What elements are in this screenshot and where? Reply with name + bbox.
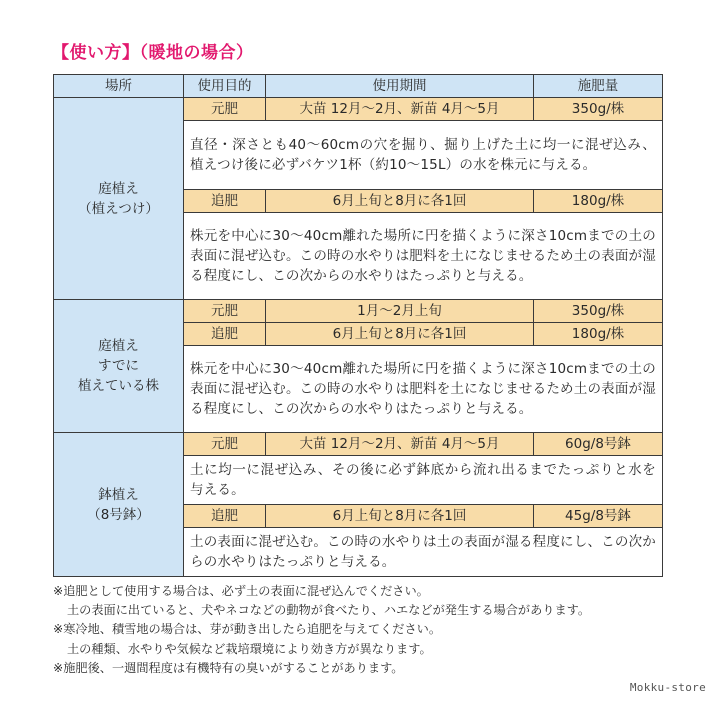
page-title: [52, 38, 254, 63]
description-cell: 直径・深さとも40〜60cmの穴を掘り、掘り上げた土に均一に混ぜ込み、植えつけ後に必ずバケツ1杯（約10〜15L）の水を株元に与える。: [184, 121, 663, 190]
period-cell: 6月上旬と8月に各1回: [266, 323, 534, 346]
description-cell: 土の表面に混ぜ込む。この時の水やりは土の表面が湿る程度にし、この次からの水やりはたっぷりと与える。: [184, 528, 663, 577]
place-name: 庭植え: [98, 180, 139, 197]
header-place: 場所: [54, 75, 184, 98]
table-row: [54, 98, 663, 121]
amount-cell: 45g/8号鉢: [534, 505, 663, 528]
place-name: 鉢植え: [98, 486, 139, 503]
purpose-cell: 追肥: [184, 323, 266, 346]
note-line: ※寒冷地、積雪地の場合は、芽が動き出したら追肥を与えてください。: [53, 622, 442, 637]
purpose-cell: 元肥: [184, 98, 266, 121]
description-cell: 土に均一に混ぜ込み、その後に必ず鉢底から流れ出るまでたっぷりと水を与える。: [184, 456, 663, 505]
usage-table: [53, 74, 663, 577]
title-region: （暖地の場合）: [139, 43, 254, 63]
amount-cell: 350g/株: [534, 98, 663, 121]
amount-cell: 180g/株: [534, 190, 663, 213]
place-cell: [54, 300, 184, 433]
amount-cell: 60g/8号鉢: [534, 433, 663, 456]
purpose-cell: 追肥: [184, 190, 266, 213]
place-sub: （植えつけ）: [78, 200, 159, 217]
note-line: ※追肥として使用する場合は、必ず土の表面に混ぜ込んでください。: [53, 584, 429, 598]
header-amount: 施肥量: [534, 75, 663, 98]
table-header-row: [54, 75, 663, 98]
place-sub: （8号鉢）: [87, 506, 150, 523]
notes-section: [53, 582, 673, 678]
period-cell: 1月〜2月上旬: [266, 300, 534, 323]
header-period: 使用期間: [266, 75, 534, 98]
header-purpose: 使用目的: [184, 75, 266, 98]
place-name: 庭植え: [98, 338, 139, 354]
note-line: 土の表面に出ていると、犬やネコなどの動物が食べたり、ハエなどが発生する場合があります。: [67, 603, 591, 618]
title-usage: 【使い方】: [52, 43, 140, 63]
note-line: 土の種類、水やりや気候など栽培環境により効き方が異なります。: [67, 641, 432, 656]
period-cell: 大苗 12月〜2月、新苗 4月〜5月: [266, 433, 534, 456]
place-sub: 植えている株: [78, 378, 159, 394]
place-cell: [54, 98, 184, 300]
place-sub: すでに: [98, 358, 139, 374]
period-cell: 6月上旬と8月に各1回: [266, 505, 534, 528]
store-watermark: Mokku-store: [629, 681, 706, 694]
period-cell: 大苗 12月〜2月、新苗 4月〜5月: [266, 98, 534, 121]
table-row: [54, 433, 663, 456]
purpose-cell: 元肥: [184, 300, 266, 323]
description-cell: 株元を中心に30〜40cm離れた場所に円を描くように深さ10cmまでの土の表面に混ぜ込む。この時の水やりは肥料を土になじませるため土の表面が湿る程度にし、この次からの水やりはたっぷりと与える。: [184, 346, 663, 433]
amount-cell: 180g/株: [534, 323, 663, 346]
note-line: ※施肥後、一週間程度は有機特有の臭いがすることがあります。: [53, 660, 404, 675]
amount-cell: 350g/株: [534, 300, 663, 323]
purpose-cell: 追肥: [184, 505, 266, 528]
period-cell: 6月上旬と8月に各1回: [266, 190, 534, 213]
purpose-cell: 元肥: [184, 433, 266, 456]
place-cell: [54, 433, 184, 577]
description-cell: 株元を中心に30〜40cm離れた場所に円を描くように深さ10cmまでの土の表面に混ぜ込む。この時の水やりは肥料を土になじませるため土の表面が湿る程度にし、この次からの水やりはたっぷりと与える。: [184, 213, 663, 300]
table-row: [54, 300, 663, 323]
